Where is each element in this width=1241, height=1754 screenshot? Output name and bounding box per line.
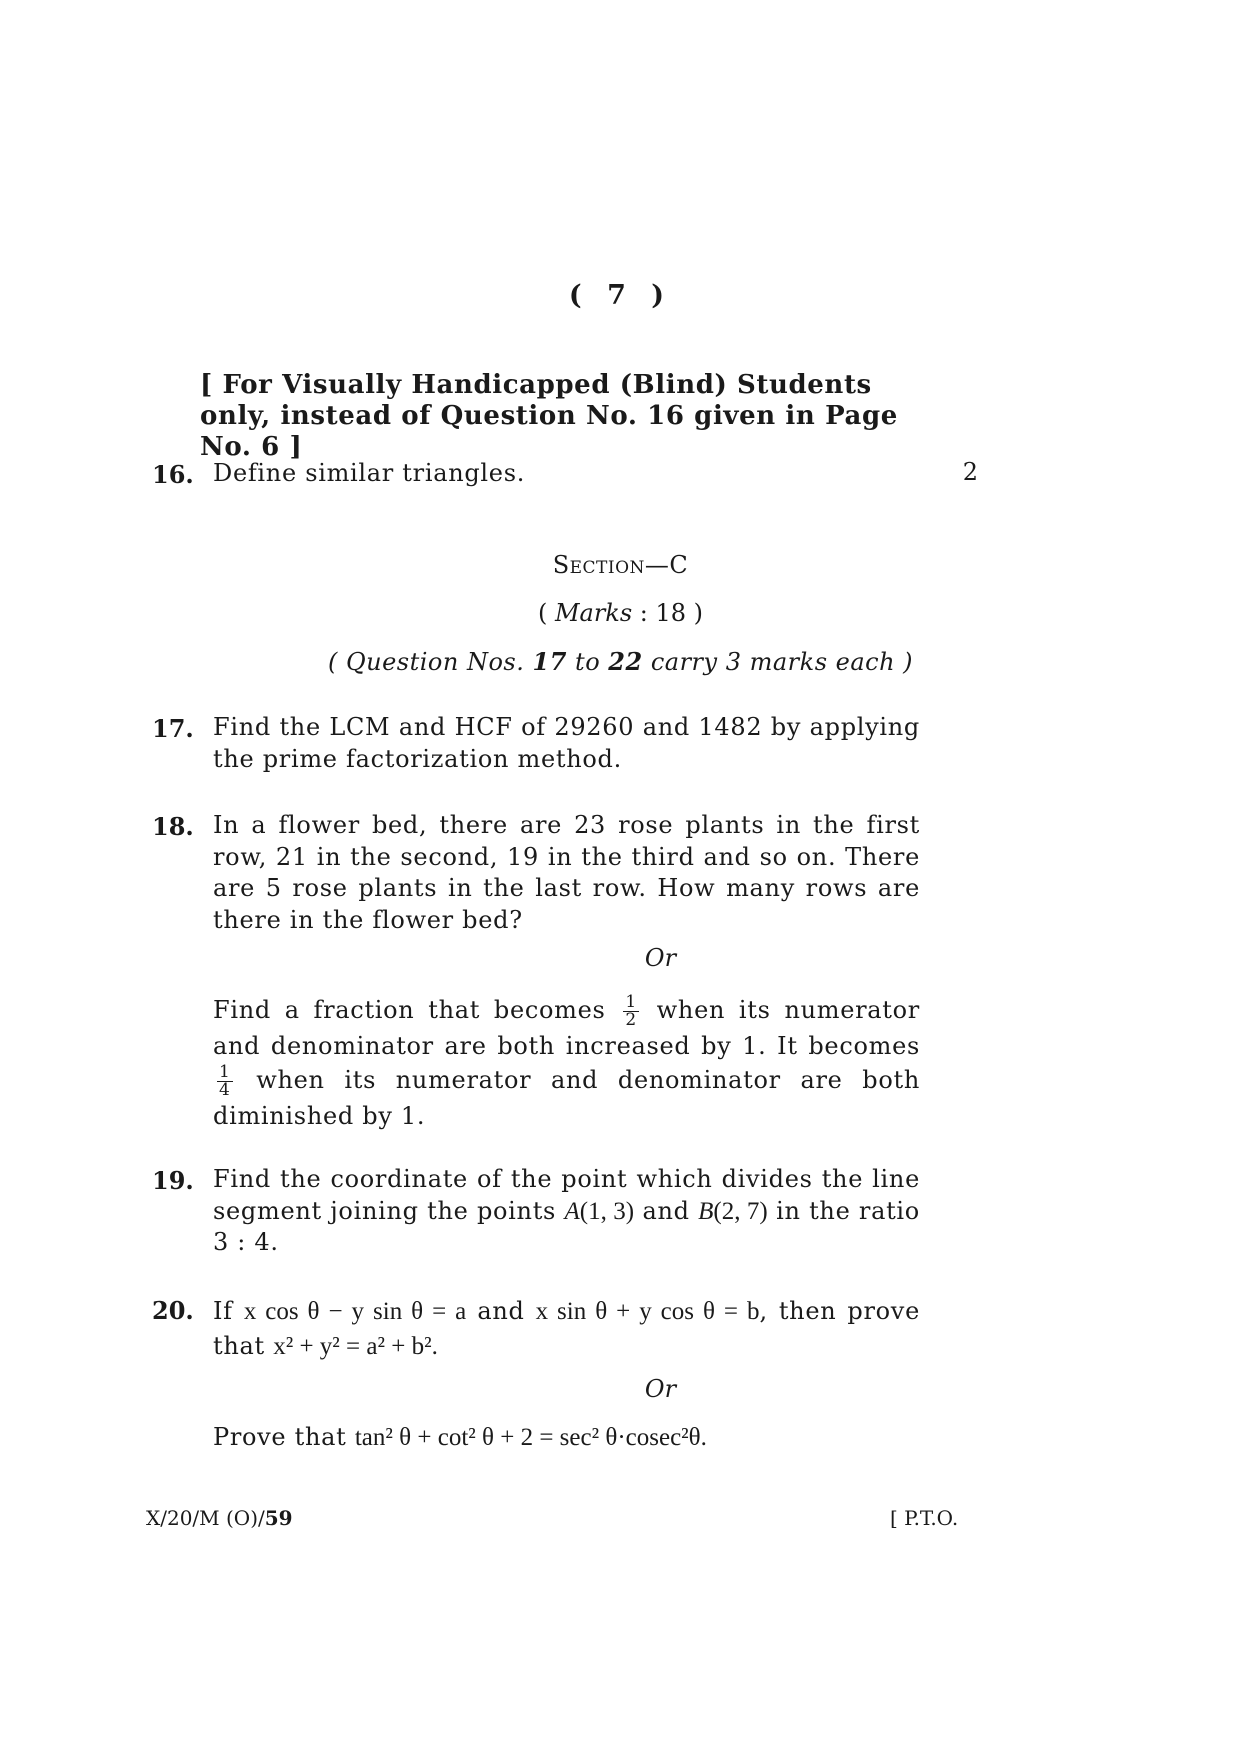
equation-1: x cos θ − y sin θ = a [243, 1298, 467, 1325]
q19-text-part2: in the ratio 3 : 4. [213, 1196, 920, 1256]
section-marks-label: Marks [554, 599, 633, 627]
question-16-marks: 2 [962, 458, 978, 486]
q18-alt-part1: Find a fraction that becomes [213, 996, 606, 1024]
paper-code-prefix: X/20/M (O)/ [146, 1506, 265, 1530]
q18-alt-part2: when its numerator and denominator are both increased by 1. It becomes [213, 996, 920, 1060]
section-note-prefix: Question Nos. [345, 648, 525, 676]
section-note-to: 22 [608, 647, 643, 676]
section-note-from: 17 [532, 647, 567, 676]
q20-if: If [213, 1297, 233, 1325]
q20-alt-prefix: Prove that [213, 1423, 347, 1451]
question-20-alternative [213, 1422, 920, 1454]
fraction-numerator: 1 [219, 1062, 231, 1082]
question-17-number: 17. [152, 714, 194, 743]
fraction-denominator: 4 [219, 1080, 231, 1100]
question-18-number: 18. [152, 812, 194, 841]
question-19-text [213, 1164, 920, 1259]
page-number: ( 7 ) [568, 280, 673, 311]
question-18-alternative [213, 993, 920, 1133]
fraction-denominator: 2 [625, 1010, 637, 1030]
trig-identity: tan² θ + cot² θ + 2 = sec² θ·cosec²θ. [354, 1424, 707, 1451]
question-16-number: 16. [152, 460, 194, 489]
fraction-numerator: 1 [625, 992, 637, 1012]
question-20-number: 20. [152, 1296, 194, 1325]
point-b-label: B [698, 1197, 714, 1225]
section-title [0, 551, 1241, 579]
point-b-coords: (2, 7) [713, 1197, 768, 1225]
section-note: ( Question Nos. 17 to 22 carry 3 marks each ) [327, 647, 914, 676]
paper-code [146, 1506, 293, 1530]
paper-code-number: 59 [264, 1506, 293, 1530]
section-note-suffix: carry 3 marks each [650, 648, 896, 676]
point-a-coords: (1, 3) [579, 1197, 635, 1225]
q20-and: and [477, 1297, 525, 1325]
equation-2: x sin θ + y cos θ = b [535, 1298, 760, 1325]
question-17-text: Find the LCM and HCF of 29260 and 1482 by applying the prime factorization method. [213, 713, 920, 773]
section-marks-value: 18 [655, 599, 687, 627]
fraction-one-half [623, 994, 639, 1029]
q19-and: and [642, 1196, 690, 1225]
instruction-note: [ For Visually Handicapped (Blind) Students only, instead of Question No. 16 given in Page No. 6 ] [200, 370, 898, 462]
pto-label: [ P.T.O. [890, 1506, 959, 1530]
question-20-text [213, 1294, 920, 1364]
fraction-one-quarter [217, 1064, 233, 1099]
question-18-or: Or [644, 944, 677, 972]
question-20-or: Or [644, 1375, 677, 1403]
question-19-number: 19. [152, 1166, 194, 1195]
section-note-to-word: to [575, 648, 601, 676]
q18-alt-part3: when its numerator and denominator are both diminished by 1. [213, 1066, 920, 1130]
question-16-text: Define similar triangles. [213, 459, 526, 487]
section-title-text: Section—C [552, 551, 689, 579]
point-a-label: A [564, 1197, 580, 1225]
q19-text-part1: Find the coordinate of the point which divides the line segment joining the points [213, 1165, 920, 1225]
section-marks: ( Marks : 18 ) [537, 599, 704, 627]
question-18-text: In a flower bed, there are 23 rose plants in the first row, 21 in the second, 19 in the third and so on. There are 5 rose plants in the last row. How many rows are there in the flower bed? [213, 811, 920, 934]
q20-then-prove: , then prove that [213, 1297, 920, 1360]
equation-result: x² + y² = a² + b². [273, 1333, 438, 1360]
